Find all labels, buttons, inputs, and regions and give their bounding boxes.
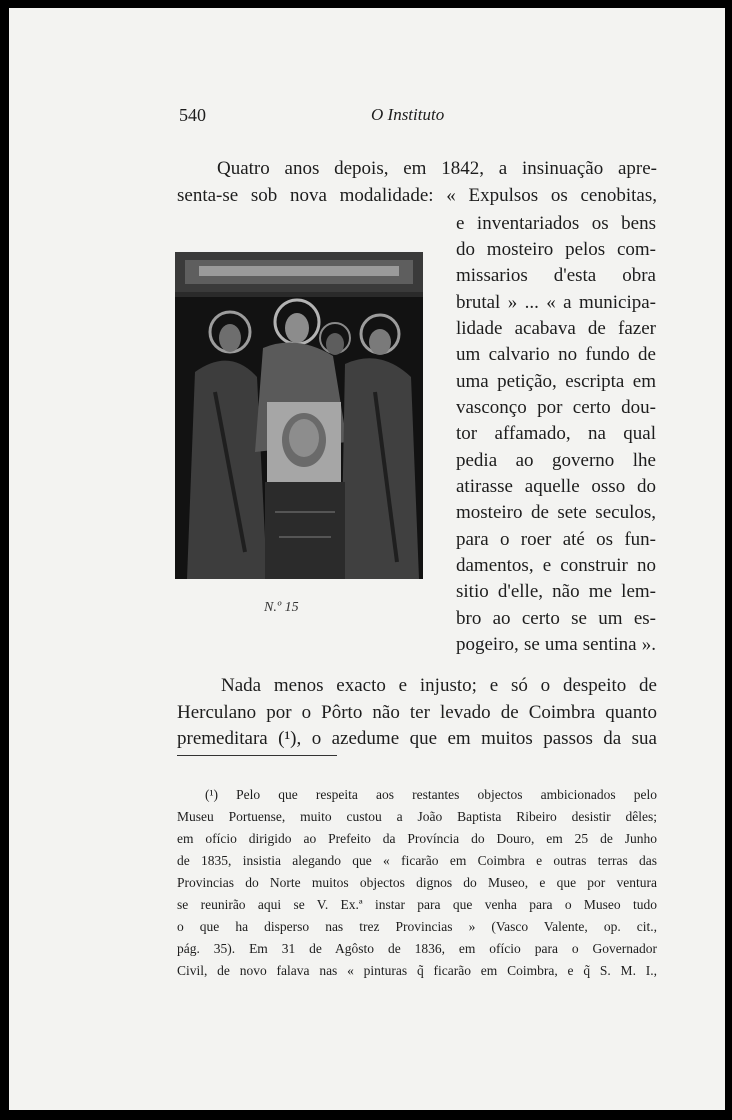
footnote-line: de 1835, insistia alegando que « ficarão em Coimbra e outras terras das [177,853,657,868]
paragraph-line: pedia ao governo lhe [456,450,656,471]
paragraph-line: mosteiro de sete seculos, [456,502,656,523]
page-number: 540 [179,105,206,125]
footnote-line: Museu Portuense, muito custou a João Baptista Ribeiro desistir dêles; [177,809,657,824]
footnote-line: Provincias do Norte muitos objectos dignos do Museo, e que por ventura [177,875,657,890]
paragraph-line: damentos, e construir no [456,555,656,576]
paragraph-line: premeditara (¹), o azedume que em muitos passos da sua [177,728,657,749]
paragraph-line: missarios d'esta obra [456,265,656,286]
paragraph-line: vasconço por certo dou- [456,397,656,418]
footnote-rule [177,755,337,756]
paragraph-line: um calvario no fundo de [456,344,656,365]
footnote-line: pág. 35). Em 31 de Agôsto de 1836, em ofício para o Governador [177,941,657,956]
paragraph-line: uma petição, escripta em [456,371,656,392]
paragraph-line: e inventariados os bens [456,213,656,234]
paragraph-line: para o roer até os fun- [456,529,656,550]
footnote-line: Civil, de novo falava nas « pinturas q̃ ficarão em Coimbra, e q̃ S. M. I., [177,963,657,978]
paragraph-line: Nada menos exacto e injusto; e só o despeito de [221,675,657,696]
paragraph-line: Quatro anos depois, em 1842, a insinuação apre- [217,158,657,179]
paragraph-line: brutal » ... « a municipa- [456,292,656,313]
footnote-line: se reunirão aqui se V. Ex.ª instar para que venha para o Museo tudo [177,897,657,912]
running-title: O Instituto [371,105,445,124]
paragraph-line: bro ao certo se um es- [456,608,656,629]
footnote-line: (¹) Pelo que respeita aos restantes objectos ambicionados pelo [205,787,657,802]
paragraph-line: atirasse aquelle osso do [456,476,656,497]
paragraph-line: tor affamado, na qual [456,423,656,444]
figure-caption: N.º 15 [264,600,299,615]
paragraph-line: pogeiro, se uma sentina ». [456,634,656,655]
paragraph-line: Herculano por o Pôrto não ter levado de Coimbra quanto [177,702,657,723]
paragraph-line: lidade acabava de fazer [456,318,656,339]
paragraph-line: senta-se sob nova modalidade: « Expulsos os cenobitas, [177,185,657,206]
figure-plate [175,252,423,579]
paragraph-line: do mosteiro pelos com- [456,239,656,260]
footnote-line: o que ha disperso nas trez Provincias » (Vasco Valente, op. cit., [177,919,657,934]
paragraph-line: sitio d'elle, não me lem- [456,581,656,602]
book-page [9,8,725,1110]
religious-painting-image [175,252,423,579]
footnote-line: em ofício dirigido ao Prefeito da Província do Douro, em 25 de Junho [177,831,657,846]
